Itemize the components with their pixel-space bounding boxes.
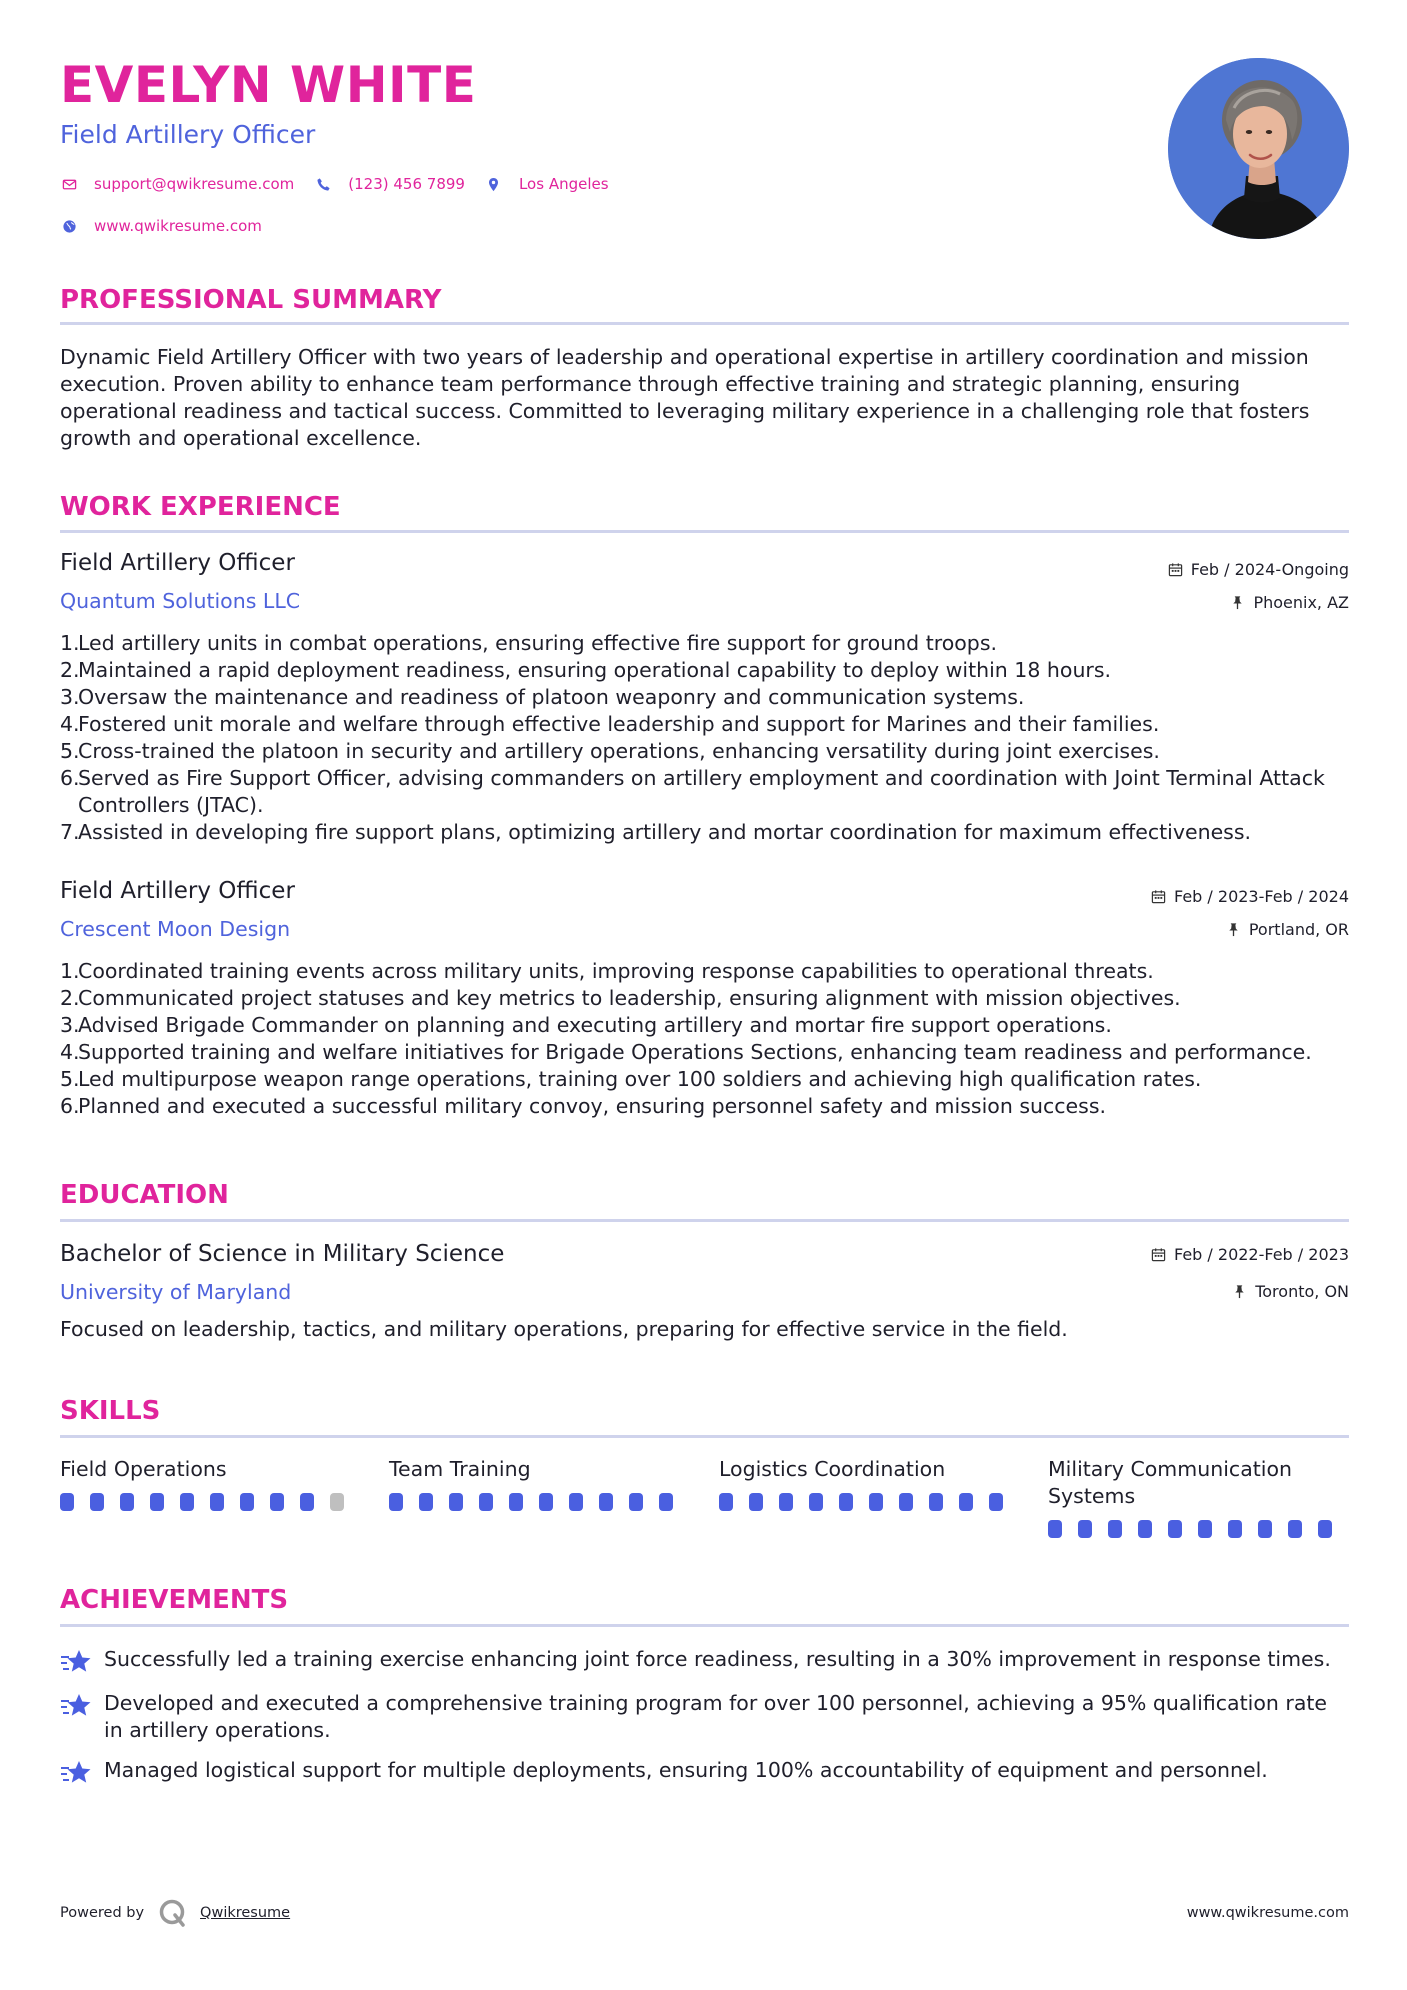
skill-name: Field Operations (60, 1457, 227, 1481)
job-title: Field Artillery Officer (60, 550, 295, 576)
achievement-text: Successfully led a training exercise enhancing joint force readiness, resulting in a 30% improvement in response times. (104, 1647, 1331, 1671)
candidate-role: Field Artillery Officer (60, 120, 316, 149)
candidate-name: EVELYN WHITE (60, 56, 477, 114)
skill-dot (1138, 1520, 1152, 1538)
list-item: 1. Coordinated training events across military units, improving response capabilities to operational threats. (60, 959, 1154, 983)
achievement-item (60, 1646, 1349, 1680)
skill-dot (749, 1493, 763, 1511)
section-title-experience: WORK EXPERIENCE (60, 492, 341, 522)
education-location-text: Toronto, ON (1255, 1282, 1349, 1301)
calendar-icon (1151, 889, 1166, 904)
list-item: 5. Led multipurpose weapon range operations, training over 100 soldiers and achieving high qualification rates. (60, 1067, 1202, 1091)
list-item: 7. Assisted in developing fire support plans, optimizing artillery and mortar coordination for maximum effectiveness. (60, 820, 1252, 844)
skill-name: Military Communication Systems (1048, 1457, 1293, 1508)
map-pin-icon (485, 175, 503, 193)
skill-dot (1258, 1520, 1272, 1538)
skill-dot (509, 1493, 523, 1511)
section-divider (60, 1624, 1349, 1627)
contact-website[interactable] (60, 217, 262, 235)
education-location (1232, 1282, 1349, 1301)
contact-row-website (60, 217, 282, 235)
education-dates-text: Feb / 2022-Feb / 2023 (1174, 1245, 1349, 1264)
brand-link[interactable]: Qwikresume (200, 1905, 291, 1921)
skill-rating (719, 1493, 1019, 1511)
skill-dot (569, 1493, 583, 1511)
phone-text: (123) 456 7899 (348, 175, 465, 193)
star-icon (60, 1692, 94, 1744)
achievement-text: Managed logistical support for multiple deployments, ensuring 100% accountability of equipment and personnel. (104, 1758, 1268, 1782)
job-dates-text: Feb / 2023-Feb / 2024 (1174, 887, 1349, 906)
job-dates (1168, 560, 1349, 579)
pushpin-icon (1232, 1284, 1247, 1299)
section-divider (60, 322, 1349, 325)
job-dates (1151, 887, 1349, 906)
degree-title: Bachelor of Science in Military Science (60, 1241, 505, 1267)
calendar-icon (1168, 562, 1183, 577)
skill-dot (989, 1493, 1003, 1511)
company-name: Quantum Solutions LLC (60, 589, 301, 613)
job-location (1226, 920, 1349, 939)
company-name: Crescent Moon Design (60, 917, 291, 941)
skill-dot (90, 1493, 104, 1511)
pushpin-icon (1226, 922, 1241, 937)
skill-item (719, 1456, 1019, 1511)
website-text: www.qwikresume.com (94, 217, 262, 235)
section-divider (60, 530, 1349, 533)
list-item: 2. Maintained a rapid deployment readiness, ensuring operational capability to deploy within 18 hours. (60, 658, 1112, 682)
skill-item (60, 1456, 360, 1511)
skill-name: Logistics Coordination (719, 1457, 946, 1481)
section-title-achievements: ACHIEVEMENTS (60, 1585, 289, 1615)
skill-dot (959, 1493, 973, 1511)
list-item: 3. Advised Brigade Commander on planning and executing artillery and mortar fire support operations. (60, 1013, 1112, 1037)
list-item: 4. Supported training and welfare initiatives for Brigade Operations Sections, enhancing team readiness and performance. (60, 1040, 1312, 1064)
job-bullets (60, 958, 1349, 1120)
skill-dot (389, 1493, 403, 1511)
powered-by-label: Powered by (60, 1905, 145, 1921)
qwikresume-logo-icon (158, 1898, 188, 1928)
section-divider (60, 1219, 1349, 1222)
list-item: 2. Communicated project statuses and key metrics to leadership, ensuring alignment with mission objectives. (60, 986, 1181, 1010)
job-title: Field Artillery Officer (60, 878, 295, 904)
skill-dot (1228, 1520, 1242, 1538)
skill-dot (1078, 1520, 1092, 1538)
skill-dot (599, 1493, 613, 1511)
skill-item (389, 1456, 689, 1511)
skill-dot (809, 1493, 823, 1511)
skill-dot (779, 1493, 793, 1511)
envelope-icon (60, 175, 78, 193)
job-location-text: Portland, OR (1248, 920, 1349, 939)
email-text: support@qwikresume.com (94, 175, 295, 193)
list-item: 4. Fostered unit morale and welfare through effective leadership and support for Marines and their families. (60, 712, 1160, 736)
star-icon (60, 1648, 94, 1680)
section-title-summary: PROFESSIONAL SUMMARY (60, 285, 442, 315)
job-dates-text: Feb / 2024-Ongoing (1190, 560, 1349, 579)
skill-dot (210, 1493, 224, 1511)
list-item: 5. Cross-trained the platoon in security and artillery operations, enhancing versatility during joint exercises. (60, 739, 1160, 763)
star-icon (60, 1759, 94, 1791)
skill-dot (659, 1493, 673, 1511)
contact-row (60, 175, 629, 193)
location-text: Los Angeles (518, 175, 609, 193)
section-title-education: EDUCATION (60, 1180, 229, 1210)
skill-dot (1168, 1520, 1182, 1538)
footer-powered-by (60, 1898, 290, 1928)
avatar (1168, 58, 1349, 239)
skill-dot (120, 1493, 134, 1511)
achievement-item (60, 1757, 1349, 1791)
calendar-icon (1151, 1247, 1166, 1262)
globe-icon (60, 217, 78, 235)
skill-name: Team Training (389, 1457, 531, 1481)
achievement-text: Developed and executed a comprehensive training program for over 100 personnel, achieving a 95% qualification rate in artillery operations. (104, 1691, 1328, 1742)
skill-dot (419, 1493, 433, 1511)
job-location (1230, 593, 1349, 612)
skill-rating (1048, 1520, 1348, 1538)
phone-icon (314, 175, 332, 193)
list-item: 6. Served as Fire Support Officer, advising commanders on artillery employment and coordination with Joint Terminal Attack Controllers (JTAC). (60, 766, 1325, 817)
skill-dot (629, 1493, 643, 1511)
contact-phone[interactable] (314, 175, 465, 193)
skill-dot (899, 1493, 913, 1511)
skill-item (1048, 1456, 1348, 1538)
skill-dot (240, 1493, 254, 1511)
skill-dot (929, 1493, 943, 1511)
skill-dot (150, 1493, 164, 1511)
summary-text: Dynamic Field Artillery Officer with two years of leadership and operational expertise in artillery coordination and mission execution. Proven ability to enhance team performance through effective training and strategic planning, ensuring operational readiness and tactical success. Committed to leveraging military experience in a challenging role that fosters growth and operational excellence. (60, 345, 1310, 450)
skill-dot (1198, 1520, 1212, 1538)
skill-dot (330, 1493, 344, 1511)
skill-dot (449, 1493, 463, 1511)
skill-rating (60, 1493, 360, 1511)
skill-dot (719, 1493, 733, 1511)
skill-dot (539, 1493, 553, 1511)
skill-dot (300, 1493, 314, 1511)
section-title-skills: SKILLS (60, 1396, 161, 1426)
job-location-text: Phoenix, AZ (1253, 593, 1349, 612)
contact-location (485, 175, 609, 193)
contact-email[interactable] (60, 175, 294, 193)
skill-dot (180, 1493, 194, 1511)
skill-dot (479, 1493, 493, 1511)
list-item: 3. Oversaw the maintenance and readiness of platoon weaponry and communication systems. (60, 685, 1025, 709)
skill-dot (60, 1493, 74, 1511)
list-item: 1. Led artillery units in combat operations, ensuring effective fire support for ground troops. (60, 631, 998, 655)
skill-dot (1288, 1520, 1302, 1538)
achievement-item (60, 1690, 1349, 1744)
skill-dot (1048, 1520, 1062, 1538)
skill-dot (1318, 1520, 1332, 1538)
skill-dot (869, 1493, 883, 1511)
school-name: University of Maryland (60, 1280, 292, 1304)
skill-dot (1108, 1520, 1122, 1538)
list-item: 6. Planned and executed a successful military convoy, ensuring personnel safety and mission success. (60, 1094, 1107, 1118)
pushpin-icon (1230, 595, 1245, 610)
skill-dot (839, 1493, 853, 1511)
skill-dot (270, 1493, 284, 1511)
education-description: Focused on leadership, tactics, and military operations, preparing for effective service in the field. (60, 1317, 1068, 1341)
skill-rating (389, 1493, 689, 1511)
footer-website[interactable]: www.qwikresume.com (1186, 1905, 1349, 1921)
job-bullets (60, 630, 1349, 846)
education-dates (1151, 1245, 1349, 1264)
section-divider (60, 1435, 1349, 1438)
